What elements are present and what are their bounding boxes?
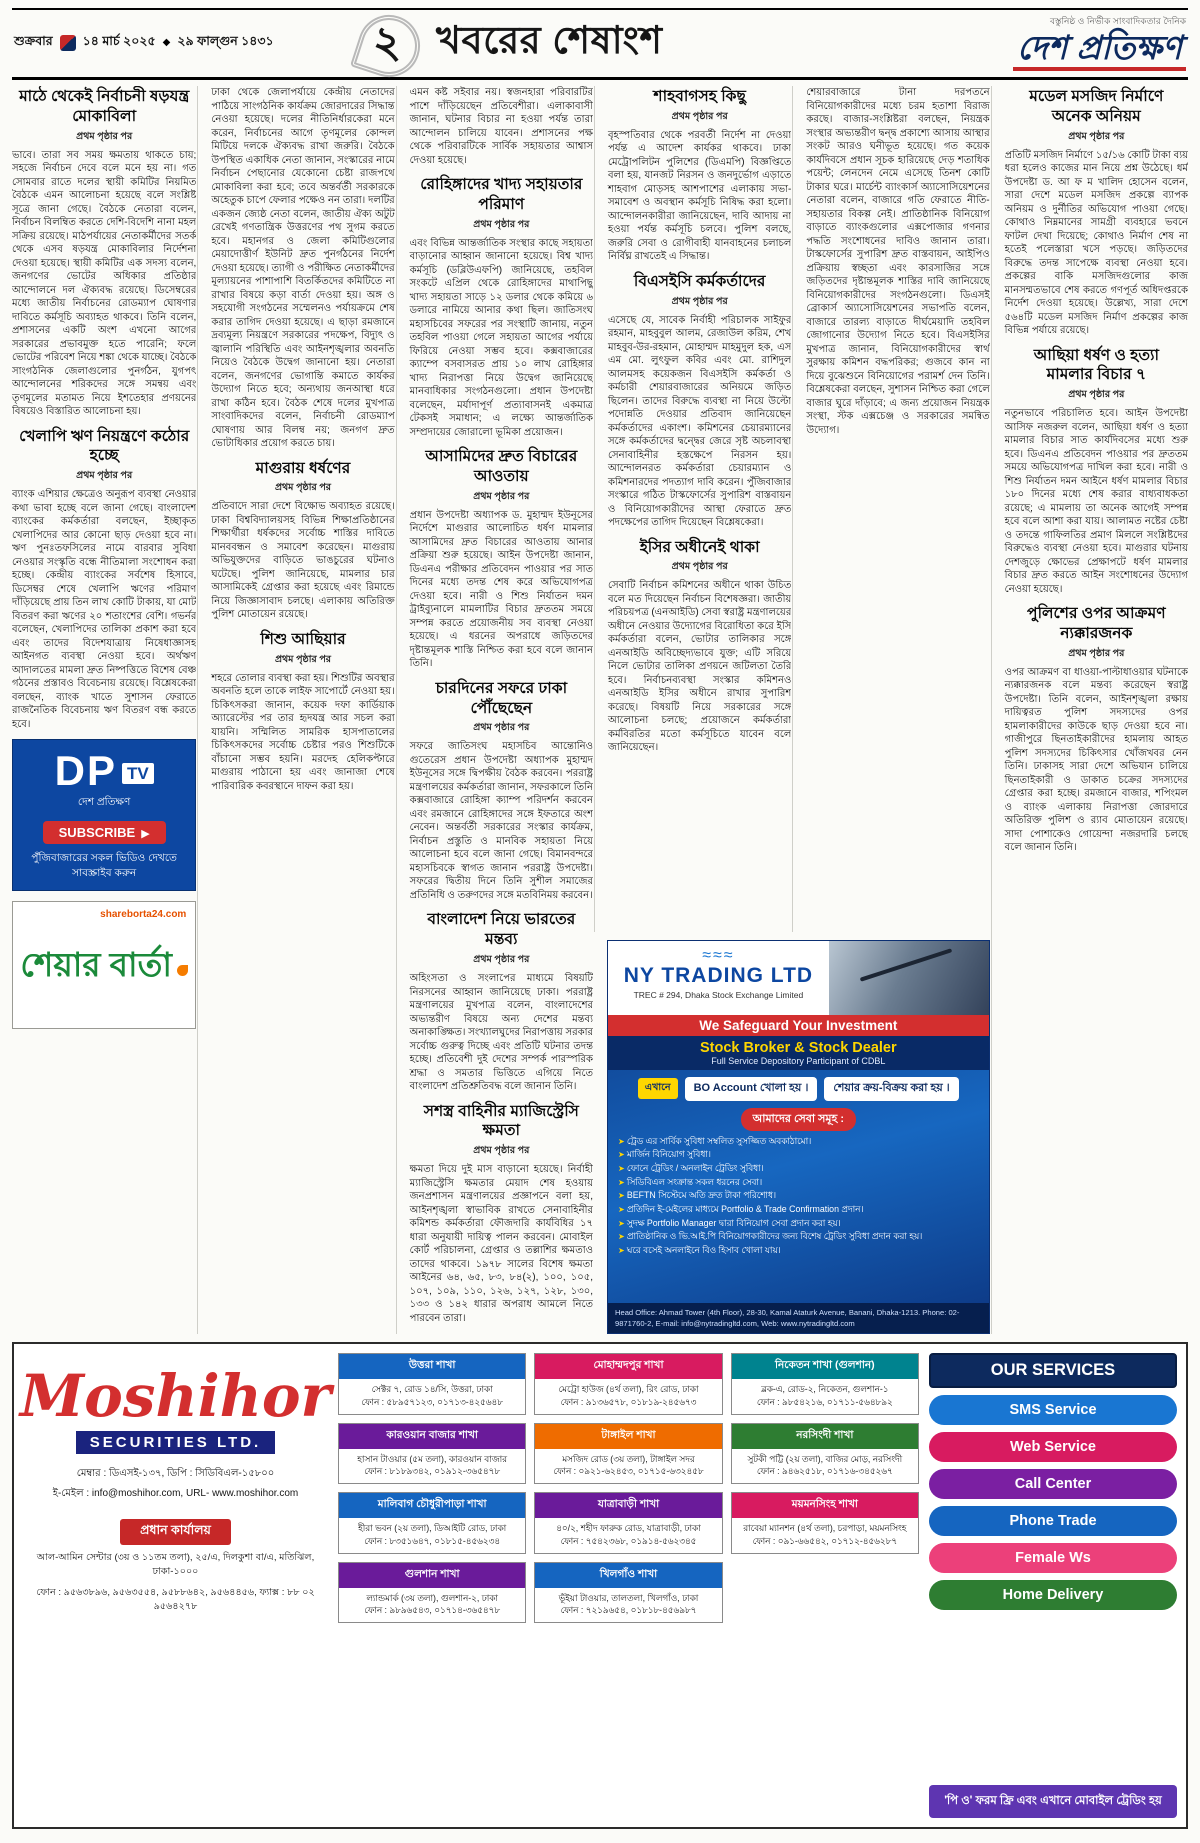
branch-address: মসজিদ রোড (৩য় তলা), টাঙ্গাইল সদর: [562, 1453, 695, 1464]
continued-from-front: প্রথম পৃষ্ঠার পর: [1068, 130, 1125, 142]
branch-phone: ফোন : ০৯১-৬৬৫৪২, ০১৭১২-৪৫৬২৮৭: [752, 1535, 898, 1546]
article-columns: [12, 86, 1188, 1334]
continued-from-front: প্রথম পৃষ্ঠার পর: [473, 490, 530, 502]
branch-name: কারওয়ান বাজার শাখা: [339, 1424, 525, 1449]
branch-box: [731, 1423, 919, 1485]
sharebarta-title: শেয়ার বার্তা: [13, 948, 195, 981]
service-item: ➤ মার্জিন বিনিয়োগ সুবিধা।: [618, 1148, 979, 1162]
article-body: ভাবে। তারা সব সময় ক্ষমতায় থাকতে চায়; সহজে নির্বাচন দেবে বলে মনে হয় না। গত সোমবার রাতে দলের স্থায়ী কমিটির নিয়মিত বৈঠকে এমন আলোচনা হয়েছে বলে সংশ্লিষ্ট সূত্রে জানা গেছে। বৈঠকে নেতারা বলেন, নির্বাচন বিলম্বিত করতে দেশি-বিদেশি নানা মহল সক্রিয় রয়েছে। মাঠপর্যায়ের নেতাকর্মীদের সতর্ক থেকে এসব ষড়যন্ত্র মোকাবিলার নির্দেশনা দেওয়া হয়েছে। স্থায়ী কমিটির এক সদস্য বলেন, জনগণের ভোটের অধিকার প্রতিষ্ঠার আন্দোলনে দল ঐক্যবদ্ধ রয়েছে। ডিসেম্বরের মধ্যে জাতীয় নির্বাচনের রোডম্যাপ ঘোষণার দাবিতে কর্মসূচি অব্যাহত থাকবে। তিনি বলেন, প্রশাসনের একটি অংশ এখনো আগের সরকারের প্রভাবমুক্ত হতে পারেনি; ফলে ভোটের পরিবেশ নিয়ে শঙ্কা থেকে যাচ্ছে। বৈঠকে সাংগঠনিক জেলাগুলোর পুনর্গঠন, যুগপৎ আন্দোলনের শরিকদের সঙ্গে সমন্বয় এবং তৃণমূলের মতামত নিয়ে ইশতেহার প্রণয়নের বিষয়েও বিস্তারিত আলোচনা হয়।: [12, 149, 197, 418]
po-form-note: 'পি ও' ফরম ফ্রি এবং এখানে মোবাইল ট্রেডিং হয়: [929, 1785, 1177, 1818]
article-headline: মডেল মসজিদ নির্মাণে অনেক অনিয়ম: [1029, 88, 1164, 125]
dptv-caption: পুঁজিবাজারের সকল ভিডিও দেখতে সাবস্ক্রাইব করুন: [31, 852, 177, 879]
article-magura-rape: [211, 459, 394, 622]
article-headline: মাগুরায় ধর্ষণের: [255, 459, 351, 477]
branch-box: [338, 1423, 526, 1485]
article-body: প্রতিবাদে সারা দেশে বিক্ষোভ অব্যাহত রয়েছে। ঢাকা বিশ্ববিদ্যালয়সহ বিভিন্ন শিক্ষাপ্রতিষ্ঠানের শিক্ষার্থীরা ধর্ষকদের সর্বোচ্চ শাস্তির দাবিতে মানববন্ধন ও সমাবেশ করেছেন। মাগুরায় অভিযুক্তদের বাড়িতে ভাঙচুরের ঘটনাও ঘটেছে। পুলিশ জানিয়েছে, মামলার চার আসামিকেই গ্রেপ্তার করা হয়েছে এবং রিমান্ডে নিয়ে জিজ্ঞাসাবাদ চলছে। এলাকায় অতিরিক্ত পুলিশ মোতায়েন রয়েছে।: [211, 501, 395, 621]
branch-grid: [338, 1353, 919, 1818]
article-headline: ইসির অধীনেই থাকা: [639, 538, 760, 556]
article-headline: পুলিশের ওপর আক্রমণ ন্যক্কারজনক: [1027, 605, 1166, 643]
page-header: [12, 8, 1188, 80]
article-attack-on-police: [1005, 604, 1188, 855]
branch-address: রাবেয়া ম্যানশন (৪র্থ তলা), চরপাড়া, ময়মনসিংহ: [743, 1523, 907, 1533]
article-nid-under-ec: [608, 538, 791, 755]
subscribe-button: [43, 821, 166, 844]
article-headline: আছিয়া ধর্ষণ ও হত্যা মামলার বিচার ৭: [1033, 346, 1159, 384]
article-body: প্রতিটি মসজিদ নির্মাণে ১৫/১৬ কোটি টাকা ব্যয় ধরা হলেও কাজের মান নিয়ে প্রশ্ন উঠেছে। ধর্ম উপদেষ্টা ড. আ ফ ম খালিদ হোসেন বলেন, সারা দেশে মডেল মসজিদ প্রকল্পে ব্যাপক অনিয়ম ও দুর্নীতির অভিযোগ পাওয়া গেছে। কোথাও নিম্নমানের সামগ্রী ব্যবহারে ভবনে ফাটল দেখা দিয়েছে; কোথাও নির্মাণ শেষ না হতেই পলেস্তারা খসে পড়ছে। জড়িতদের বিরুদ্ধে তদন্ত সাপেক্ষে ব্যবস্থা নেওয়া হবে। প্রকল্পের বাকি মসজিদগুলোর কাজ মানসম্মতভাবে শেষ করতে গণপূর্ত অধিদপ্তরকে নির্দেশ দেওয়া হয়েছে। উল্লেখ্য, সারা দেশে ৫৬৪টি মডেল মসজিদ নির্মাণ প্রকল্পের কাজ বিভিন্ন পর্যায়ে রয়েছে।: [1004, 149, 1188, 337]
here-tag: এখানে: [638, 1078, 678, 1099]
article-defaulted-loans: [12, 427, 196, 732]
service-item: ➤ সিডিবিএল সংক্রান্ত সকল ধরনের সেবা।: [618, 1176, 979, 1190]
article-body: ব্যাংক এশিয়ার ক্ষেত্রেও অনুরূপ ব্যবস্থা নেওয়ার কথা ভাবা হচ্ছে বলে জানা গেছে। বাংলাদেশ ব্যাংকের কর্মকর্তারা বলছেন, ইচ্ছাকৃত খেলাপিদের আর কোনো ছাড় দেওয়া হবে না। ঋণ পুনঃতফসিলের নামে বারবার সুবিধা নেওয়ার সংস্কৃতি বন্ধে নীতিমালা সংশোধন করা হচ্ছে। কেন্দ্রীয় ব্যাংকের সর্বশেষ হিসাবে, ডিসেম্বর শেষে খেলাপি ঋণের পরিমাণ দাঁড়িয়েছে প্রায় তিন লাখ কোটি টাকায়, যা মোট বিতরণ করা ঋণের ২০ শতাংশের বেশি। গভর্নর বলেছেন, খেলাপিদের তালিকা প্রকাশ করা হবে এবং তাদের বিদেশযাত্রায় নিষেধাজ্ঞাসহ আইনগত ব্যবস্থা নেওয়া হবে। অর্থঋণ আদালতের মামলা দ্রুত নিষ্পত্তিতে বিশেষ বেঞ্চ গঠনের প্রস্তাবও বিবেচনায় রয়েছে। বিশ্লেষকেরা বলছেন, ব্যাংক খাতে সুশাসন ফেরাতে রাজনৈতিক বিবেচনায় ঋণ বিতরণ বন্ধ করতে হবে।: [12, 489, 197, 730]
article-body: নতুনভাবে পরিচালিত হবে। আইন উপদেষ্টা আসিফ নজরুল বলেন, আছিয়া ধর্ষণ ও হত্যা মামলার বিচার সাত কার্যদিবসের মধ্যে শুরু হবে। ডিএনএ প্রতিবেদন পাওয়ার পর দ্রুততম সময়ে অভিযোগপত্র দাখিল করা হবে। নারী ও শিশু নির্যাতন দমন আইনে ধর্ষণ মামলার বিচার ১৮০ দিনের মধ্যে শেষ করার বাধ্যবাধকতা রয়েছে; এ মামলায় তা অনেক আগেই সম্পন্ন হবে বলে আশা করা যায়। আলামত নষ্টের চেষ্টা ও তদন্তে গাফিলতির প্রমাণ মিললে সংশ্লিষ্টদের বিরুদ্ধেও ব্যবস্থা নেওয়া হবে। মাগুরার ঘটনায় দেশজুড়ে ক্ষোভের প্রেক্ষাপটে ধর্ষণ মামলার বিচার দ্রুত করতে আইন সংশোধনের উদ্যোগ নেওয়া হয়েছে।: [1004, 408, 1188, 595]
continued-from-front: প্রথম পৃষ্ঠার পর: [473, 218, 530, 230]
date-bangla: ২৯ ফাল্গুন ১৪৩১: [177, 33, 274, 48]
branch-box: [338, 1353, 526, 1415]
page-number-ornament: [354, 12, 420, 74]
nytrading-address: Head Office: Ahmad Tower (4th Floor), 28-30, Kamal Ataturk Avenue, Banani, Dhaka-1213. Phone: 02-9871760-2, E-mail: info@nytradingltd.com, Web: www.nytradingltd.com: [608, 1303, 989, 1333]
head-office-phones: ফোন : ৯৫৬৩৮৯৬, ৯৫৬৩৫৫৪, ৯৫৮৮৬৪২, ৯৫৬৪৪৫৬, ফ্যাক্স : ৮৮ ০২ ৯৫৬৪২৭৮: [36, 1586, 315, 1613]
continued-from-front: প্রথম পৃষ্ঠার পর: [1068, 647, 1125, 659]
article-headline: শিশু আছিয়ার: [260, 630, 346, 648]
article-bsec-officials: [608, 272, 791, 530]
section-title: খবরের শেষাংশ: [436, 19, 663, 62]
dateline: [14, 33, 344, 53]
branch-name: মোহাম্মদপুর শাখা: [535, 1354, 721, 1379]
column-4: [594, 86, 791, 932]
service-item: ➤ ফোনে ট্রেডিং / অনলাইন ট্রেডিং সুবিধা।: [618, 1162, 979, 1176]
bo-account-box: BO Account খোলা হয় ।: [685, 1077, 818, 1101]
continued-from-front: প্রথম পৃষ্ঠার পর: [76, 470, 133, 482]
branch-address: হাসান টাওয়ার (৫ম তলা), কারওয়ান বাজার: [357, 1453, 508, 1464]
diamond-separator-icon: ◆: [162, 37, 171, 48]
branch-name: যাত্রাবাড়ী শাখা: [535, 1493, 721, 1518]
branch-box: [731, 1492, 919, 1554]
dptv-channel-name: দেশ প্রতিক্ষণ: [77, 796, 131, 809]
continued-from-front: প্রথম পৃষ্ঠার পর: [671, 110, 728, 122]
branch-address: ব্লক-এ, রোড-২, নিকেতন, গুলশান-১: [761, 1384, 889, 1394]
article-headline: চারদিনের সফরে ঢাকা পৌঁছেছেন: [435, 679, 568, 717]
article-child-achia: [211, 630, 394, 793]
column-2: [197, 86, 394, 1334]
article-speedy-trial: [410, 447, 593, 671]
continued-from-front: প্রথম পৃষ্ঠার পর: [76, 130, 133, 142]
service-item: ➤ সুদক্ষ Portfolio Manager দ্বারা বিনিয়োগ সেবা প্রদান করা হয়।: [618, 1217, 979, 1231]
masthead-tagline: বস্তুনিষ্ঠ ও নির্ভীক সাংবাদিকতার দৈনিক: [1049, 15, 1186, 26]
article-armed-forces-magistracy: [410, 1102, 593, 1326]
nytrading-roles: [608, 1036, 989, 1070]
column-1: [12, 86, 196, 1334]
nytrading-ad: [607, 940, 990, 1334]
column-3: [396, 86, 593, 1334]
branch-box: [534, 1423, 722, 1485]
branch-box: [534, 1353, 722, 1415]
nytrading-slogan: We Safeguard Your Investment: [608, 1015, 989, 1036]
branch-box: [338, 1492, 526, 1554]
article-headline: শাহবাগসহ কিছু: [653, 88, 746, 105]
article-body: এবং বিভিন্ন আন্তর্জাতিক সংস্থার কাছে সহায়তা বাড়ানোর আহ্বান জানানো হয়েছে। বিশ্ব খাদ্য কর্মসূচি (ডব্লিউএফপি) জানিয়েছে, তহবিল সংকটে এপ্রিল থেকে রোহিঙ্গাদের মাথাপিছু খাদ্য সহায়তা সাড়ে ১২ ডলার থেকে কমিয়ে ৬ ডলারে নামিয়ে আনার কথা ছিল। জাতিসংঘ মহাসচিবের সফরের পর সংস্থাটি জানায়, নতুন তহবিল পাওয়া গেলে সহায়তা আগের পর্যায়ে ফিরিয়ে নেওয়া সম্ভব হবে। কক্সবাজারের ক্যাম্পে বসবাসরত প্রায় ১০ লাখ রোহিঙ্গার খাদ্য নিরাপত্তা নিয়ে উদ্বেগ জানিয়েছে মানবাধিকার সংগঠনগুলো। প্রধান উপদেষ্টা বলেছেন, মর্যাদাপূর্ণ প্রত্যাবাসনই একমাত্র টেকসই সমাধান; এ লক্ষ্যে আন্তর্জাতিক সম্প্রদায়ের জোরালো ভূমিকা প্রয়োজন।: [409, 237, 593, 438]
continuation-text: শেয়ারবাজারে টানা দরপতনে বিনিয়োগকারীদের মধ্যে চরম হতাশা বিরাজ করছে। বাজার-সংশ্লিষ্টরা বলছেন, নিয়ন্ত্রক সংস্থার অভ্যন্তরীণ দ্বন্দ্ব প্রকাশ্যে আসায় আস্থার সংকট আরও ঘনীভূত হয়েছে। গত কয়েক কার্যদিবসে প্রধান সূচক হারিয়েছে দেড় শতাধিক পয়েন্ট; লেনদেন নেমে এসেছে তিনশ কোটি টাকার ঘরে। মার্চেন্ট ব্যাংকার্স অ্যাসোসিয়েশনের নেতারা বলেন, বাজারে গতি ফেরাতে নীতি-সহায়তার বিকল্প নেই। প্রাতিষ্ঠানিক বিনিয়োগ বাড়াতে ব্যাংকগুলোর এক্সপোজার গণনার পদ্ধতি সংশোধনের দাবিও জানান তারা। টাস্কফোর্সের সুপারিশ দ্রুত বাস্তবায়ন, আইপিও প্রক্রিয়ায় স্বচ্ছতা এবং কারসাজির সঙ্গে জড়িতদের দৃষ্টান্তমূলক শাস্তির দাবি জানিয়েছে বিনিয়োগকারীদের সংগঠনগুলো। ডিএসই ব্রোকার্স অ্যাসোসিয়েশনের সভাপতি বলেন, বাজারে তারল্য বাড়াতে দীর্ঘমেয়াদি তহবিল জোগানোর উদ্যোগ নিতে হবে। বিএসইসির মুখপাত্র জানান, বিনিয়োগকারীদের স্বার্থ সুরক্ষায় কমিশন বদ্ধপরিকর; গুজবে কান না দিয়ে বুঝেশুনে বিনিয়োগের পরামর্শ দেন তিনি। বিশ্লেষকেরা বলছেন, সুশাসন নিশ্চিত করা গেলে বাজার ঘুরে দাঁড়াবে; এ জন্য প্রয়োজন নিয়ন্ত্রক সংস্থা, স্টক এক্সচেঞ্জ ও সরকারের সমন্বিত উদ্যোগ।: [806, 87, 990, 436]
share-trade-box: শেয়ার ক্রয়-বিক্রয় করা হয় ।: [824, 1077, 958, 1101]
branch-name: খিলগাঁও শাখা: [535, 1563, 721, 1588]
services-title: আমাদের সেবা সমূহ :: [741, 1108, 856, 1131]
branch-name: নিকেতন শাখা (গুলশান): [732, 1354, 918, 1379]
branch-address: মেট্রো হাউজ (৪র্থ তলা), রিং রোড, ঢাকা: [558, 1384, 699, 1394]
services-list: [618, 1135, 979, 1258]
branch-phone: ফোন : ০৯২১-৬২৪৫৩, ০১৭১৫-৬৩২৪৫৮: [553, 1466, 704, 1477]
branch-phone: ফোন : ৭৫৪২৩৬৮, ০১৯১৪-৫৬২৩৪৫: [560, 1535, 697, 1546]
article-headline: বিএসইসি কর্মকর্তাদের: [633, 272, 766, 290]
service-phone-trade: Phone Trade: [929, 1506, 1177, 1536]
article-achia-trial: [1005, 346, 1188, 597]
branch-name: নরসিংদী শাখা: [732, 1424, 918, 1449]
sharebarta-domain: shareborta24.com: [100, 908, 187, 920]
our-services-panel: [929, 1353, 1177, 1818]
nytrading-name: NY TRADING LTD: [623, 964, 814, 987]
tv-logo-badge: TV: [122, 763, 154, 784]
continued-from-front: প্রথম পৃষ্ঠার পর: [671, 561, 728, 573]
dptv-logo: [21, 747, 187, 795]
continued-from-front: প্রথম পৃষ্ঠার পর: [473, 722, 530, 734]
ad-photo: [829, 941, 989, 1015]
masthead: [911, 14, 1186, 72]
service-home-delivery: Home Delivery: [929, 1580, 1177, 1610]
branch-address: সুটকী পট্টি (২য় তলা), বাজির মোড়, নরসিংদী: [747, 1453, 903, 1464]
article-body: সফরে জাতিসংঘ মহাসচিব আন্তোনিও গুতেরেস প্রধান উপদেষ্টা অধ্যাপক মুহাম্মদ ইউনূসের সঙ্গে দ্বিপক্ষীয় বৈঠক করবেন। পররাষ্ট্র মন্ত্রণালয়ের কর্মকর্তারা জানান, সফরকালে তিনি কক্সবাজারে রোহিঙ্গা ক্যাম্প পরিদর্শন করবেন এবং রমজানে রোহিঙ্গাদের সঙ্গে ইফতারে অংশ নেবেন। অন্তর্বর্তী সরকারের সংস্কার কার্যক্রম, নির্বাচন প্রস্তুতি ও মানবিক সহায়তা নিয়ে আলোচনা হবে বলে জানা গেছে। বিমানবন্দরে মহাসচিবকে স্বাগত জানান পররাষ্ট্র উপদেষ্টা। সফরের দ্বিতীয় দিনে তিনি সুশীল সমাজের প্রতিনিধি ও তরুণদের সঙ্গে মতবিনিময় করবেন।: [409, 741, 593, 901]
branch-name: মালিবাগ চৌধুরীপাড়া শাখা: [339, 1493, 525, 1518]
article-un-chief-visit: [410, 679, 593, 903]
branch-box: [534, 1492, 722, 1554]
article-election-conspiracy: [12, 87, 196, 419]
head-office-label: প্রধান কার্যালয়: [120, 1519, 231, 1545]
continued-from-front: প্রথম পৃষ্ঠার পর: [274, 482, 332, 494]
service-call-center: Call Center: [929, 1469, 1177, 1499]
service-item: ➤ প্রাতিষ্ঠানিক ও ভি.আই.পি বিনিয়োগকারীদের জন্য বিশেষ ট্রেডিং সুবিধা প্রদান করা হয়।: [618, 1230, 979, 1244]
article-body: বৃহস্পতিবার থেকে পরবর্তী নির্দেশ না দেওয়া পর্যন্ত এ আদেশ কার্যকর থাকবে। ঢাকা মেট্রোপলিটন পুলিশের (ডিএমপি) বিজ্ঞপ্তিতে বলা হয়, যানজট নিরসন ও জনদুর্ভোগ এড়াতে শাহবাগ মোড়সহ আশপাশের এলাকায় সভা-সমাবেশ ও অবস্থান কর্মসূচি নিষিদ্ধ করা হলো। আন্দোলনকারীরা জানিয়েছেন, দাবি আদায় না হওয়া পর্যন্ত কর্মসূচি চলবে। পুলিশ বলছে, জরুরি সেবা ও রোগীবাহী যানবাহনের চলাচল নির্বিঘ্ন রাখতেই এ সিদ্ধান্ত।: [607, 129, 792, 263]
service-item: ➤ ঘরে বসেই অনলাইনে বিও হিসাব খোলা যায়।: [618, 1244, 979, 1258]
moshihor-logo-subtitle: SECURITIES LTD.: [76, 1431, 275, 1454]
pen-icon: [859, 948, 951, 981]
branch-phone: ফোন : ৫৮৯৫৭১২৩, ০১৭১৩-৪২৫৬৪৮: [361, 1396, 503, 1407]
paper-mini-logo-icon: [60, 35, 76, 51]
branch-name: টাঙ্গাইল শাখা: [535, 1424, 721, 1449]
date-gregorian: ১৪ মার্চ ২০২৫: [82, 33, 156, 48]
branch-address: ল্যান্ডমার্ক (৩য় তলা), গুলশান-২, ঢাকা: [366, 1592, 498, 1603]
continued-from-front: প্রথম পৃষ্ঠার পর: [671, 295, 728, 307]
continued-from-front: প্রথম পৃষ্ঠার পর: [473, 954, 530, 966]
branch-name: গুলশান শাখা: [339, 1563, 525, 1588]
branch-box: [534, 1562, 722, 1624]
leaf-icon: [177, 965, 188, 976]
email-line: ই-মেইল : info@moshihor.com, URL- www.moshihor.com: [52, 1488, 299, 1499]
continuation-text: এমন কষ্ট সইবার নয়। স্বজনহারা পরিবারটির পাশে দাঁড়িয়েছেন প্রতিবেশীরা। এলাকাবাসী জানান, ঘটনার বিচার না হওয়া পর্যন্ত তারা আন্দোলন চালিয়ে যাবেন। প্রশাসনের পক্ষ থেকে পরিবারটিকে সার্বিক সহায়তার আশ্বাস দেওয়া হয়েছে।: [409, 87, 593, 166]
article-body: ক্ষমতা দিয়ে দুই মাস বাড়ানো হয়েছে। নির্বাহী ম্যাজিস্ট্রেসি ক্ষমতার মেয়াদ শেষ হওয়ায় জনপ্রশাসন মন্ত্রণালয়ের প্রজ্ঞাপনে বলা হয়, আইনশৃঙ্খলা স্বাভাবিক রাখতে সেনাবাহিনীর কমিশন্ড কর্মকর্তারা ফৌজদারি কার্যবিধির ১৭ ধারা অনুযায়ী দায়িত্ব পালন করবেন। মোবাইল কোর্ট পরিচালনা, গ্রেপ্তার ও তল্লাশির ক্ষমতাও তাদের থাকবে। ১৯৭৮ সালের বিশেষ ক্ষমতা আইনের ৬৪, ৬৫, ৮৩, ৮৪(২), ১০০, ১০৫, ১০৭, ১০৯, ১১০, ১২৬, ১২৭, ১২৮, ১৩০, ১৩৩ ও ১৪২ ধারার অপরাধ আমলে নিতে পারবেন তারা।: [409, 1164, 593, 1324]
head-office-address: আল-আমিন সেন্টার (৩য় ও ১১তম তলা), ২৫/এ, দিলকুশা বা/এ, মতিঝিল, ঢাকা-১০০০: [36, 1552, 315, 1578]
service-sms: SMS Service: [929, 1395, 1177, 1425]
article-headline: খেলাপি ঋণ নিয়ন্ত্রণে কঠোর হচ্ছে: [19, 427, 190, 465]
branch-phone: ফোন : ৯৮৫৪২১৬, ০১৭১১-৫৬৪৮৯২: [756, 1396, 893, 1407]
branch-name: উত্তরা শাখা: [339, 1354, 525, 1379]
nytrading-logo-block: [608, 941, 829, 1015]
moshihor-logo: Moshihor: [19, 1362, 332, 1430]
masthead-title: দেশ প্রতিক্ষণ: [1013, 31, 1186, 72]
weekday: শুক্রবার: [14, 33, 53, 48]
wave-logo-icon: ≈≈≈: [702, 947, 735, 964]
branch-phone: ফোন : ৯১৩৬৫৭৮, ০১৮১৯-২৪৫৬৭৩: [560, 1396, 697, 1407]
sharebarta-ad: [12, 901, 196, 1029]
column-5: [792, 86, 989, 932]
column-6: [991, 86, 1188, 1334]
role-secondary: Full Service Depository Participant of CDBL: [711, 1056, 886, 1066]
service-web: Web Service: [929, 1432, 1177, 1462]
moshihor-ad: [12, 1342, 1188, 1829]
branch-address: সেক্টর ৭, রোড ১৪/সি, উত্তরা, ঢাকা: [371, 1384, 493, 1394]
service-item: ➤ ট্রেড এর সার্বিক সুবিধা সম্বলিত সুসজ্জিত অবকাঠামো।: [618, 1135, 979, 1149]
branch-address: ভূঁইয়া টাওয়ার, তালতলা, খিলগাঁও, ঢাকা: [558, 1592, 699, 1603]
article-headline: রোহিঙ্গাদের খাদ্য সহায়তার পরিমাণ: [420, 176, 583, 213]
branch-box: [338, 1562, 526, 1624]
our-services-title: OUR SERVICES: [929, 1353, 1177, 1388]
service-female-ws: Female Ws: [929, 1543, 1177, 1573]
article-rohingya-food-aid: [410, 175, 593, 439]
service-item: ➤ BEFTN সিস্টেমে অতি দ্রুত টাকা পরিশোধ।: [618, 1189, 979, 1203]
article-body: অহিংসতা ও সংলাপের মাধ্যমে বিষয়টি নিরসনের আহ্বান জানিয়েছে ঢাকা। পররাষ্ট্র মন্ত্রণালয়ের মুখপাত্র বলেন, বাংলাদেশের অভ্যন্তরীণ বিষয়ে অন্য দেশের মন্তব্য অনাকাঙ্ক্ষিত। সংখ্যালঘুদের নিরাপত্তায় সরকার সর্বোচ্চ গুরুত্ব দিচ্ছে এবং প্রতিটি ঘটনার তদন্ত হচ্ছে। প্রতিবেশী দুই দেশের সম্পর্ক পারস্পরিক শ্রদ্ধা ও সমতার ভিত্তিতে এগিয়ে নিতে বাংলাদেশ প্রতিশ্রুতিবদ্ধ বলে জানান তিনি।: [409, 973, 593, 1093]
continued-from-front: প্রথম পৃষ্ঠার পর: [274, 653, 332, 665]
subscribe-label: SUBSCRIBE: [58, 825, 136, 841]
article-shahbagh-ban: [608, 87, 791, 264]
branch-box: [731, 1353, 919, 1415]
branch-address: ৪০/২, শহীদ ফারুক রোড, যাত্রাবাড়ী, ঢাকা: [556, 1523, 701, 1533]
article-headline: সশস্ত্র বাহিনীর ম্যাজিস্ট্রেসি ক্ষমতা: [423, 1102, 579, 1140]
nytrading-offers: [608, 1070, 989, 1105]
branch-name: ময়মনসিংহ শাখা: [732, 1493, 918, 1518]
article-headline: আসামিদের দ্রুত বিচারের আওতায়: [425, 448, 578, 485]
continued-from-front: প্রথম পৃষ্ঠার পর: [1068, 389, 1125, 401]
article-body: সেবাটি নির্বাচন কমিশনের অধীনে থাকা উচিত বলে মত দিয়েছেন নির্বাচন বিশেষজ্ঞরা। জাতীয় পরিচয়পত্র (এনআইডি) সেবা স্বরাষ্ট্র মন্ত্রণালয়ের অধীনে নেওয়ার উদ্যোগের বিরোধিতা করে ইসি কর্মকর্তারা বলেন, ভোটার তালিকার সঙ্গে এনআইডি অবিচ্ছেদ্যভাবে যুক্ত; এটি সরিয়ে নিলে ভোটার তালিকা প্রণয়নে জটিলতা তৈরি হবে। নির্বাচনব্যবস্থা সংস্কার কমিশনও এনআইডি ইসির অধীনে রাখার সুপারিশ করেছে। বিষয়টি নিয়ে সরকারের সঙ্গে আলোচনা চলছে; প্রয়োজনে কর্মকর্তারা কর্মবিরতির মতো কর্মসূচিতে যাবেন বলে জানিয়েছেন।: [607, 580, 792, 754]
nytrading-trec: TREC # 294, Dhaka Stock Exchange Limited: [633, 990, 804, 1000]
article-body: ওপর আক্রমণ বা ধাওয়া-পাল্টাধাওয়ার ঘটনাকে ন্যক্কারজনক বলে মন্তব্য করেছেন স্বরাষ্ট্র উপদেষ্টা। তিনি বলেন, আইনশৃঙ্খলা রক্ষায় দায়িত্বরত পুলিশ সদস্যদের ওপর হামলাকারীদের কাউকে ছাড় দেওয়া হবে না। গাজীপুরে ছিনতাইকারীদের হামলায় আহত পুলিশ সদস্যদের চিকিৎসার খোঁজখবর নেন তিনি। ঢাকাসহ সারা দেশে অভিযান চালিয়ে ছিনতাইকারী ও ডাকাত চক্রের সদস্যদের গ্রেপ্তার করা হচ্ছে। রমজানে বাজার, শপিংমল ও ব্যাংক এলাকায় নিরাপত্তা জোরদারে অতিরিক্ত পুলিশ ও র‍্যাব মোতায়েন রয়েছে। সাদা পোশাকেও গোয়েন্দা নজরদারি চলছে বলে জানান তিনি।: [1004, 666, 1188, 854]
article-body: এসেছে যে, সাবেক নির্বাহী পরিচালক সাইফুর রহমান, মাহবুবুল আলম, রেজাউল করিম, শেখ মাহবুব-উর-রহমান, মোহাম্মদ মাহমুদুল হক, এস এম মো. লুৎফুল কবির এবং মো. রাশিদুল আলমসহ কয়েকজন বিএসইসি কর্মকর্তা ও কর্মচারী শেয়ারবাজারের অনিয়মে জড়িত ছিলেন। তাদের বিরুদ্ধে ব্যবস্থা না নিয়ে উল্টো পদোন্নতি দেওয়ার প্রতিবাদ জানিয়েছেন কর্মকর্তাদের একাংশ। কমিশনের চেয়ারম্যানের সঙ্গে কর্মকর্তাদের দ্বন্দ্বের জেরে সৃষ্ট অচলাবস্থা সেনাবাহিনীর হস্তক্ষেপে নিরসন হয়। আন্দোলনরত কর্মকর্তারা চেয়ারম্যান ও কমিশনারদের পদত্যাগ দাবি করেন। পুঁজিবাজার সংস্কারে গঠিত টাস্কফোর্সের সুপারিশ বাস্তবায়ন ও বিনিয়োগকারীদের আস্থা ফেরাতে দ্রুত পদক্ষেপের তাগিদ দিয়েছেন বিশ্লেষকেরা।: [607, 314, 792, 529]
article-model-mosque: [1005, 87, 1188, 338]
branch-phone: ফোন : ৯৮৯৬৫৪৩, ০১৭১৪-৩৬৫৪৭৮: [364, 1605, 501, 1616]
article-body: প্রধান উপদেষ্টা অধ্যাপক ড. মুহাম্মদ ইউনূসের নির্দেশে মাগুরার আলোচিত ধর্ষণ মামলার আসামিদের দ্রুত বিচারের আওতায় আনার প্রক্রিয়া শুরু হয়েছে। আইন উপদেষ্টা জানান, ডিএনএ পরীক্ষার প্রতিবেদন পাওয়ার পর সাত দিনের মধ্যে তদন্ত শেষ করে অভিযোগপত্র দেওয়া হবে। নারী ও শিশু নির্যাতন দমন ট্রাইব্যুনালে মামলাটির বিচার দ্রুততম সময়ে সম্পন্ন করতে প্রয়োজনীয় সব ব্যবস্থা নেওয়া হয়েছে। এ ধরনের অপরাধে জড়িতদের দৃষ্টান্তমূলক শাস্তি নিশ্চিত করা হবে বলে জানান তিনি।: [409, 509, 593, 670]
moshihor-identity: [19, 1353, 332, 1818]
article-headline: মাঠে থেকেই নির্বাচনী ষড়যন্ত্র মোকাবিলা: [19, 88, 190, 125]
branch-address: হীরা ভবন (২য় তলা), ডিআইটি রোড, ঢাকা: [358, 1523, 507, 1533]
continuation-text: ঢাকা থেকে জেলাপর্যায়ে কেন্দ্রীয় নেতাদের পাঠিয়ে সাংগঠনিক কার্যক্রম জোরদারের সিদ্ধান্ত নেওয়া হয়েছে। দলের নীতিনির্ধারকেরা মনে করেন, নির্বাচনের আগে তৃণমূলের কোন্দল মিটিয়ে দলকে ঐক্যবদ্ধ রাখা জরুরি। বৈঠকে উপস্থিত একাধিক নেতা জানান, সংস্কারের নামে নির্বাচন পেছানোর যেকোনো চেষ্টা রাজপথে মোকাবিলা করা হবে; তবে অন্তর্বর্তী সরকারকে অহেতুক চাপে ফেলার পক্ষেও নন তারা। দলটির একজন জ্যেষ্ঠ নেতা বলেন, জাতীয় ঐক্য অটুট রেখেই গণতান্ত্রিক উত্তরণের পথ সুগম করতে হবে। মহানগর ও জেলা কমিটিগুলোর মেয়াদোত্তীর্ণ ইউনিট দ্রুত পুনর্গঠনের নির্দেশ দেওয়া হয়েছে। ত্যাগী ও পরীক্ষিত নেতাকর্মীদের মূল্যায়নের পাশাপাশি বিতর্কিতদের কমিটিতে না রাখার বিষয়ে কড়া বার্তা দেওয়া হয়। অঙ্গ ও সহযোগী সংগঠনের সম্মেলনও পর্যায়ক্রমে শেষ করার তাগিদ দেওয়া হয়েছে। এ ছাড়া রমজানে দ্রব্যমূল্য নিয়ন্ত্রণে সরকারের পদক্ষেপ, বিদ্যুৎ ও জ্বালানি পরিস্থিতি এবং আইনশৃঙ্খলার অবনতি নিয়েও বৈঠকে উদ্বেগ জানানো হয়। নেতারা বলেন, জনগণের ভোগান্তি কমাতে কার্যকর উদ্যোগ নিতে হবে; অন্যথায় জনআস্থা ধরে রাখা কঠিন হবে। বৈঠক শেষে দলের মুখপাত্র সাংবাদিকদের বলেন, নির্বাচনী রোডম্যাপ ঘোষণায় আর বিলম্ব নয়; জনগণ দ্রুত ভোটাধিকার প্রয়োগ করতে চায়।: [211, 87, 395, 449]
membership-line: মেম্বার : ডিএসই-১৩৭, ডিপি : সিডিবিএল-১৫৮০০: [76, 1468, 275, 1479]
article-india-comment: [410, 910, 593, 1093]
dp-logo-text: DP: [54, 747, 117, 795]
role-primary: Stock Broker & Stock Dealer: [700, 1040, 897, 1056]
play-icon: ▶: [141, 828, 150, 841]
nytrading-header: [608, 941, 989, 1015]
dptv-ad: [12, 739, 196, 890]
branch-phone: ফোন : ৮১৮৯৩৪২, ০১৯১২-৩৬৫৪৭৮: [364, 1466, 501, 1477]
article-body: শহরে তোলার ব্যবস্থা করা হয়। শিশুটির অবস্থার অবনতি হলে তাকে লাইফ সাপোর্টে নেওয়া হয়। চিকিৎসকরা জানান, কয়েক দফা কার্ডিয়াক অ্যারেস্টের পর তার হৃদযন্ত্র আর সচল করা যায়নি। সম্মিলিত সামরিক হাসপাতালের চিকিৎসকদের সর্বোচ্চ চেষ্টার পরও শিশুটিকে বাঁচানো সম্ভব হয়নি। মরদেহ হেলিকপ্টারে মাগুরায় পাঠানো হয় এবং জানাজা শেষে পারিবারিক কবরস্থানে দাফন করা হয়।: [211, 672, 395, 792]
branch-phone: ফোন : ৭২১৯৬৫৪, ০১৮১৮-৪৫৬৯৮৭: [560, 1605, 697, 1616]
continued-from-front: প্রথম পৃষ্ঠার পর: [473, 1145, 530, 1157]
branch-phone: ফোন : ৯৪৬২৫১৮, ০১৭১৬-৩৪৫২৬৭: [756, 1466, 893, 1477]
page-number: ২: [372, 17, 402, 67]
branch-phone: ফোন : ৮৩৫১৬৪৭, ০১৮১৫-৪৫৬২৩৪: [364, 1535, 501, 1546]
article-headline: বাংলাদেশ নিয়ে ভারতের মন্তব্য: [427, 911, 576, 949]
service-item: ➤ প্রতিদিন ই-মেইলের মাধ্যমে Portfolio & Trade Confirmation প্রদান।: [618, 1203, 979, 1217]
